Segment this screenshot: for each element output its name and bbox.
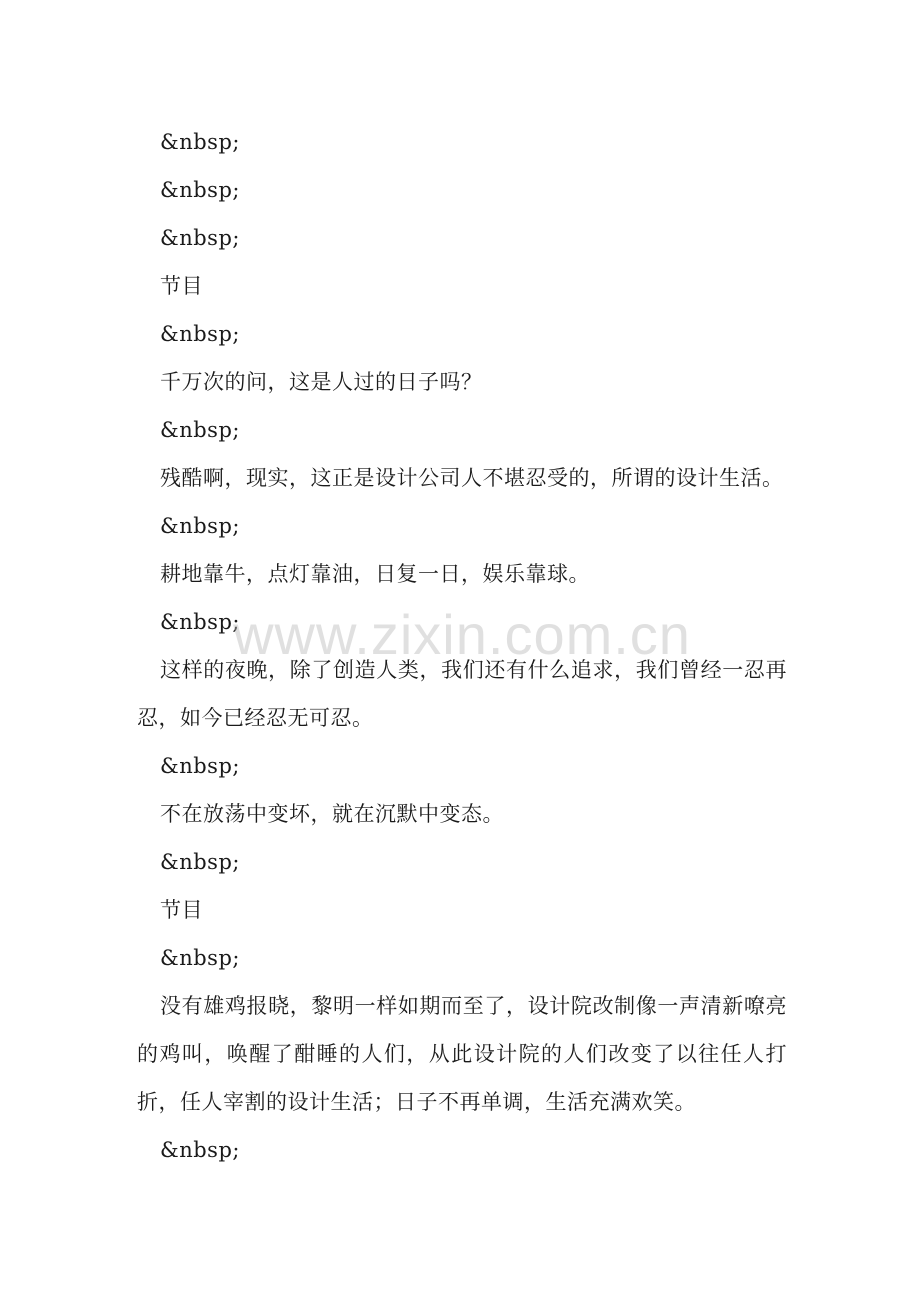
section-heading: 节目 [160, 898, 203, 922]
paragraph: 千万次的问，这是人过的日子吗？ [160, 370, 483, 394]
paragraph: 这样的夜晚，除了创造人类，我们还有什么追求，我们曾经一忍再忍，如今已经忍无可忍。 [137, 658, 787, 730]
paragraph: 不在放荡中变坏，就在沉默中变态。 [160, 802, 504, 826]
paragraph: &nbsp; [160, 514, 240, 538]
watermark: www.zixin.com.cn [233, 603, 691, 666]
paragraph: &nbsp; [160, 610, 240, 634]
paragraph: 残酷啊，现实，这正是设计公司人不堪忍受的，所谓的设计生活。 [160, 466, 784, 490]
paragraph: 没有雄鸡报晓，黎明一样如期而至了，设计院改制像一声清新嘹亮的鸡叫，唤醒了酣睡的人们，从此设计院的人们改变了以往任人打折，任人宰割的设计生活；日子不再单调，生活充满欢笑。 [137, 994, 787, 1114]
paragraph: &nbsp; [160, 754, 240, 778]
paragraph: &nbsp; [160, 322, 240, 346]
paragraph: &nbsp; [160, 418, 240, 442]
paragraph: &nbsp; [160, 130, 240, 154]
section-heading: 节目 [160, 274, 203, 298]
paragraph: 耕地靠牛，点灯靠油，日复一日，娱乐靠球。 [160, 562, 590, 586]
paragraph: &nbsp; [160, 226, 240, 250]
paragraph: &nbsp; [160, 850, 240, 874]
document-body [137, 118, 787, 1174]
paragraph: &nbsp; [160, 946, 240, 970]
paragraph: &nbsp; [160, 178, 240, 202]
paragraph: &nbsp; [160, 1138, 240, 1162]
